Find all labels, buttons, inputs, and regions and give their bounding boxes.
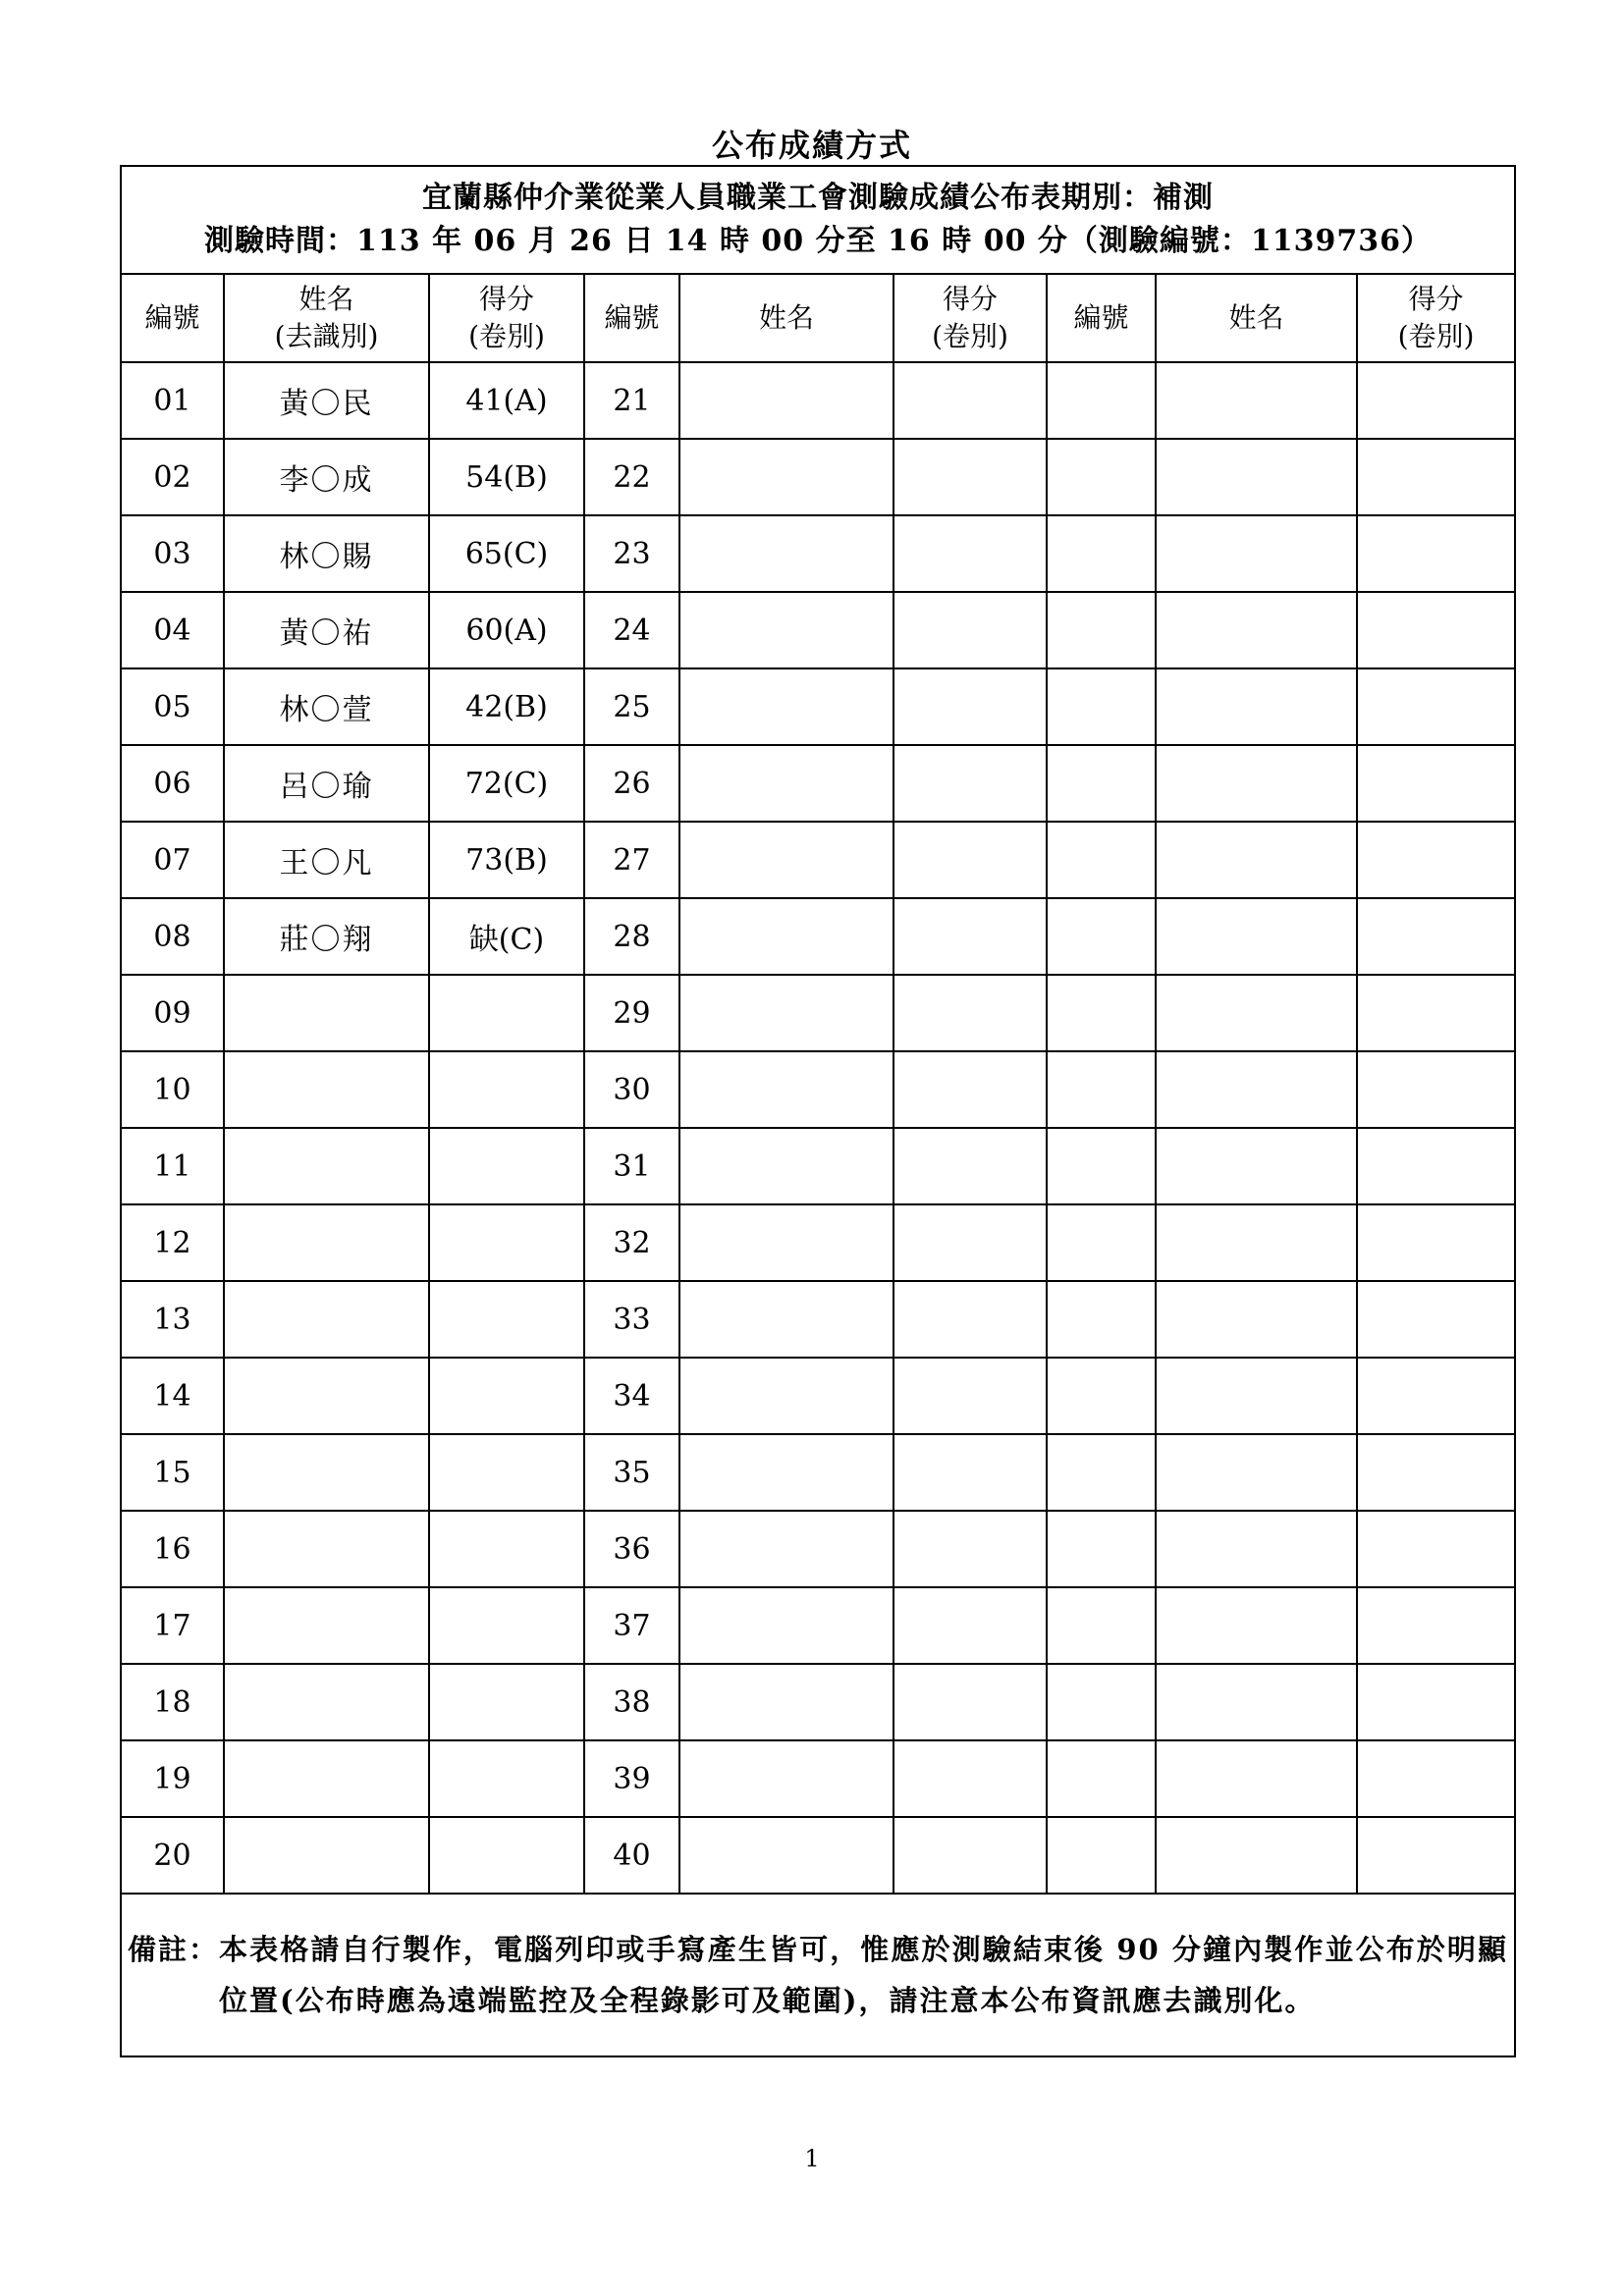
- row-name: [224, 1051, 429, 1128]
- row-name: 黃〇民: [224, 362, 429, 439]
- row-score-3: [1357, 1817, 1515, 1894]
- table-row: [121, 362, 1515, 439]
- row-num-2: 34: [584, 1358, 679, 1434]
- row-score-2: [893, 1817, 1047, 1894]
- header-num: 編號: [121, 274, 224, 362]
- row-score-3: [1357, 362, 1515, 439]
- row-name-3: [1156, 668, 1357, 745]
- row-num-3: [1047, 975, 1156, 1051]
- row-name-2: [679, 1587, 893, 1664]
- row-name-3: [1156, 362, 1357, 439]
- row-name-2: [679, 975, 893, 1051]
- row-score: [429, 1511, 584, 1587]
- caption-line-2: 測驗時間：113 年 06 月 26 日 14 時 00 分至 16 時 00 分（測驗編號：1139736）: [204, 224, 1433, 258]
- row-num: 01: [121, 362, 224, 439]
- row-num: 05: [121, 668, 224, 745]
- row-num-3: [1047, 898, 1156, 975]
- row-num-3: [1047, 822, 1156, 898]
- row-score-3: [1357, 1051, 1515, 1128]
- table-row: [121, 515, 1515, 592]
- row-num-2: 25: [584, 668, 679, 745]
- row-num-3: [1047, 515, 1156, 592]
- row-score-2: [893, 1740, 1047, 1817]
- row-name-2: [679, 1740, 893, 1817]
- header-num-3: 編號: [1047, 274, 1156, 362]
- row-num: 03: [121, 515, 224, 592]
- row-score-2: [893, 668, 1047, 745]
- table-row: [121, 439, 1515, 515]
- row-score-3: [1357, 439, 1515, 515]
- row-name: [224, 975, 429, 1051]
- row-score-2: [893, 898, 1047, 975]
- row-num-2: 26: [584, 745, 679, 822]
- row-num-2: 28: [584, 898, 679, 975]
- row-name-3: [1156, 1817, 1357, 1894]
- row-num: 19: [121, 1740, 224, 1817]
- row-name: [224, 1817, 429, 1894]
- row-name: 李〇成: [224, 439, 429, 515]
- row-score-2: [893, 1434, 1047, 1511]
- row-score-2: [893, 1587, 1047, 1664]
- table-row: [121, 1817, 1515, 1894]
- row-score: [429, 975, 584, 1051]
- row-num-3: [1047, 745, 1156, 822]
- row-num: 06: [121, 745, 224, 822]
- row-num-2: 21: [584, 362, 679, 439]
- row-num: 02: [121, 439, 224, 515]
- row-num: 16: [121, 1511, 224, 1587]
- table-row: [121, 1434, 1515, 1511]
- table-row: [121, 1128, 1515, 1204]
- row-score: [429, 1740, 584, 1817]
- note-cell: [121, 1894, 1515, 2056]
- row-name-3: [1156, 975, 1357, 1051]
- table-row: [121, 1051, 1515, 1128]
- row-score: 41(A): [429, 362, 584, 439]
- row-num: 15: [121, 1434, 224, 1511]
- row-score-3: [1357, 975, 1515, 1051]
- row-num: 09: [121, 975, 224, 1051]
- row-num-2: 29: [584, 975, 679, 1051]
- row-score-3: [1357, 668, 1515, 745]
- header-name-3: 姓名: [1156, 274, 1357, 362]
- row-name-3: [1156, 439, 1357, 515]
- row-num: 20: [121, 1817, 224, 1894]
- row-score-2: [893, 1204, 1047, 1281]
- row-score-3: [1357, 515, 1515, 592]
- row-score: [429, 1587, 584, 1664]
- row-score-3: [1357, 1664, 1515, 1740]
- note-text: 本表格請自行製作，電腦列印或手寫產生皆可，惟應於測驗結束後 90 分鐘內製作並公布於明顯位置(公布時應為遠端監控及全程錄影可及範圍)，請注意本公布資訊應去識別化。: [219, 1933, 1509, 2017]
- row-score-2: [893, 439, 1047, 515]
- row-num-3: [1047, 592, 1156, 668]
- row-score: [429, 1204, 584, 1281]
- row-num-3: [1047, 1204, 1156, 1281]
- header-name: [224, 274, 429, 362]
- row-score: 73(B): [429, 822, 584, 898]
- row-score: [429, 1281, 584, 1358]
- row-num: 17: [121, 1587, 224, 1664]
- row-name-2: [679, 1051, 893, 1128]
- row-score: [429, 1051, 584, 1128]
- row-num-2: 38: [584, 1664, 679, 1740]
- table-row: [121, 1358, 1515, 1434]
- row-name-2: [679, 898, 893, 975]
- row-score: 65(C): [429, 515, 584, 592]
- row-num-2: 22: [584, 439, 679, 515]
- row-num-2: 36: [584, 1511, 679, 1587]
- row-num-3: [1047, 1128, 1156, 1204]
- caption-line-1: 宜蘭縣仲介業從業人員職業工會測驗成績公布表期別：補測: [422, 181, 1215, 215]
- row-score-2: [893, 362, 1047, 439]
- row-score: [429, 1664, 584, 1740]
- header-name-sub: (去識別): [274, 320, 379, 352]
- row-num: 07: [121, 822, 224, 898]
- row-name-2: [679, 1204, 893, 1281]
- row-name-3: [1156, 1664, 1357, 1740]
- table-row: [121, 975, 1515, 1051]
- row-score-2: [893, 1511, 1047, 1587]
- row-num-3: [1047, 1281, 1156, 1358]
- row-name-3: [1156, 592, 1357, 668]
- header-score: [429, 274, 584, 362]
- row-name-3: [1156, 1281, 1357, 1358]
- row-num-2: 39: [584, 1740, 679, 1817]
- row-name: [224, 1587, 429, 1664]
- page-number: 1: [804, 2145, 820, 2172]
- row-score-3: [1357, 1128, 1515, 1204]
- row-num: 12: [121, 1204, 224, 1281]
- row-name: [224, 1434, 429, 1511]
- row-name: [224, 1740, 429, 1817]
- row-name-3: [1156, 1587, 1357, 1664]
- table-row: [121, 668, 1515, 745]
- row-name-2: [679, 1281, 893, 1358]
- row-name-2: [679, 1434, 893, 1511]
- row-num: 13: [121, 1281, 224, 1358]
- row-score: 60(A): [429, 592, 584, 668]
- row-num-3: [1047, 1051, 1156, 1128]
- row-num-3: [1047, 1434, 1156, 1511]
- row-num-3: [1047, 1740, 1156, 1817]
- row-num-3: [1047, 668, 1156, 745]
- header-score-3-sub: (卷別): [1397, 320, 1475, 352]
- table-row: [121, 1740, 1515, 1817]
- row-num: 18: [121, 1664, 224, 1740]
- row-num: 14: [121, 1358, 224, 1434]
- row-name-2: [679, 1128, 893, 1204]
- header-name-main: 姓名: [298, 283, 354, 315]
- row-score-2: [893, 1664, 1047, 1740]
- row-name-3: [1156, 515, 1357, 592]
- header-score-3: [1357, 274, 1515, 362]
- row-name-2: [679, 1358, 893, 1434]
- row-name-2: [679, 1817, 893, 1894]
- row-name-2: [679, 1664, 893, 1740]
- row-num-3: [1047, 362, 1156, 439]
- row-num-3: [1047, 1817, 1156, 1894]
- row-name-2: [679, 439, 893, 515]
- row-num-2: 40: [584, 1817, 679, 1894]
- row-score: [429, 1358, 584, 1434]
- row-score-3: [1357, 1587, 1515, 1664]
- row-name: [224, 1511, 429, 1587]
- row-score: [429, 1434, 584, 1511]
- row-score-3: [1357, 1740, 1515, 1817]
- row-score-3: [1357, 745, 1515, 822]
- page-title: 公布成績方式: [711, 127, 912, 164]
- table-row: [121, 898, 1515, 975]
- row-name-3: [1156, 1511, 1357, 1587]
- row-score-3: [1357, 822, 1515, 898]
- row-score-3: [1357, 1434, 1515, 1511]
- note-row: [121, 1894, 1515, 2056]
- row-name-3: [1156, 1128, 1357, 1204]
- row-score-2: [893, 515, 1047, 592]
- row-score-3: [1357, 1281, 1515, 1358]
- row-name-2: [679, 592, 893, 668]
- note-label: 備註：: [128, 1933, 220, 1966]
- row-num-2: 35: [584, 1434, 679, 1511]
- header-score-2-sub: (卷別): [932, 320, 1008, 352]
- row-name-3: [1156, 1740, 1357, 1817]
- header-score-main: 得分: [478, 283, 534, 315]
- row-score-2: [893, 1358, 1047, 1434]
- row-score-3: [1357, 898, 1515, 975]
- row-num-3: [1047, 439, 1156, 515]
- row-name: 黃〇祐: [224, 592, 429, 668]
- row-name-3: [1156, 1434, 1357, 1511]
- row-name-2: [679, 745, 893, 822]
- row-name-3: [1156, 898, 1357, 975]
- table-row: [121, 745, 1515, 822]
- row-name: 林〇賜: [224, 515, 429, 592]
- row-name-3: [1156, 1051, 1357, 1128]
- row-name-3: [1156, 1204, 1357, 1281]
- row-name-2: [679, 1511, 893, 1587]
- row-num-2: 24: [584, 592, 679, 668]
- row-score: 54(B): [429, 439, 584, 515]
- row-score: 缺(C): [429, 898, 584, 975]
- row-name: [224, 1664, 429, 1740]
- row-num: 08: [121, 898, 224, 975]
- row-score-2: [893, 592, 1047, 668]
- row-name: [224, 1128, 429, 1204]
- table-caption-row: [121, 166, 1515, 274]
- row-score-2: [893, 975, 1047, 1051]
- header-score-2-main: 得分: [942, 283, 998, 315]
- row-name-2: [679, 822, 893, 898]
- row-name: [224, 1204, 429, 1281]
- row-score-3: [1357, 1358, 1515, 1434]
- row-num-3: [1047, 1587, 1156, 1664]
- row-score-2: [893, 1051, 1047, 1128]
- row-num-3: [1047, 1358, 1156, 1434]
- row-score: 42(B): [429, 668, 584, 745]
- row-score-2: [893, 745, 1047, 822]
- row-name-2: [679, 668, 893, 745]
- row-score: [429, 1128, 584, 1204]
- row-name: 莊〇翔: [224, 898, 429, 975]
- row-num: 11: [121, 1128, 224, 1204]
- row-num: 10: [121, 1051, 224, 1128]
- table-row: [121, 1281, 1515, 1358]
- row-name-3: [1156, 822, 1357, 898]
- row-num-2: 30: [584, 1051, 679, 1128]
- score-table: [120, 165, 1516, 2057]
- table-caption: [121, 166, 1515, 274]
- row-name: 呂〇瑜: [224, 745, 429, 822]
- row-score-3: [1357, 1511, 1515, 1587]
- header-name-2: 姓名: [679, 274, 893, 362]
- row-name: [224, 1281, 429, 1358]
- row-name-3: [1156, 745, 1357, 822]
- row-num-2: 32: [584, 1204, 679, 1281]
- table-row: [121, 1511, 1515, 1587]
- row-name: 林〇萱: [224, 668, 429, 745]
- row-score-3: [1357, 592, 1515, 668]
- row-score: [429, 1817, 584, 1894]
- row-name-2: [679, 515, 893, 592]
- row-name: [224, 1358, 429, 1434]
- row-num-2: 33: [584, 1281, 679, 1358]
- row-num: 04: [121, 592, 224, 668]
- header-score-2: [893, 274, 1047, 362]
- row-name-3: [1156, 1358, 1357, 1434]
- row-num-3: [1047, 1664, 1156, 1740]
- row-score-2: [893, 822, 1047, 898]
- table-row: [121, 1664, 1515, 1740]
- row-name: 王〇凡: [224, 822, 429, 898]
- row-score-3: [1357, 1204, 1515, 1281]
- row-num-3: [1047, 1511, 1156, 1587]
- row-num-2: 37: [584, 1587, 679, 1664]
- header-num-2: 編號: [584, 274, 679, 362]
- table-row: [121, 822, 1515, 898]
- row-num-2: 23: [584, 515, 679, 592]
- row-score-2: [893, 1128, 1047, 1204]
- table-row: [121, 592, 1515, 668]
- table-row: [121, 1587, 1515, 1664]
- row-score: 72(C): [429, 745, 584, 822]
- row-num-2: 27: [584, 822, 679, 898]
- table-row: [121, 1204, 1515, 1281]
- row-num-2: 31: [584, 1128, 679, 1204]
- header-score-3-main: 得分: [1408, 283, 1464, 315]
- header-score-sub: (卷別): [468, 320, 545, 352]
- row-name-2: [679, 362, 893, 439]
- row-score-2: [893, 1281, 1047, 1358]
- header-row: [121, 274, 1515, 362]
